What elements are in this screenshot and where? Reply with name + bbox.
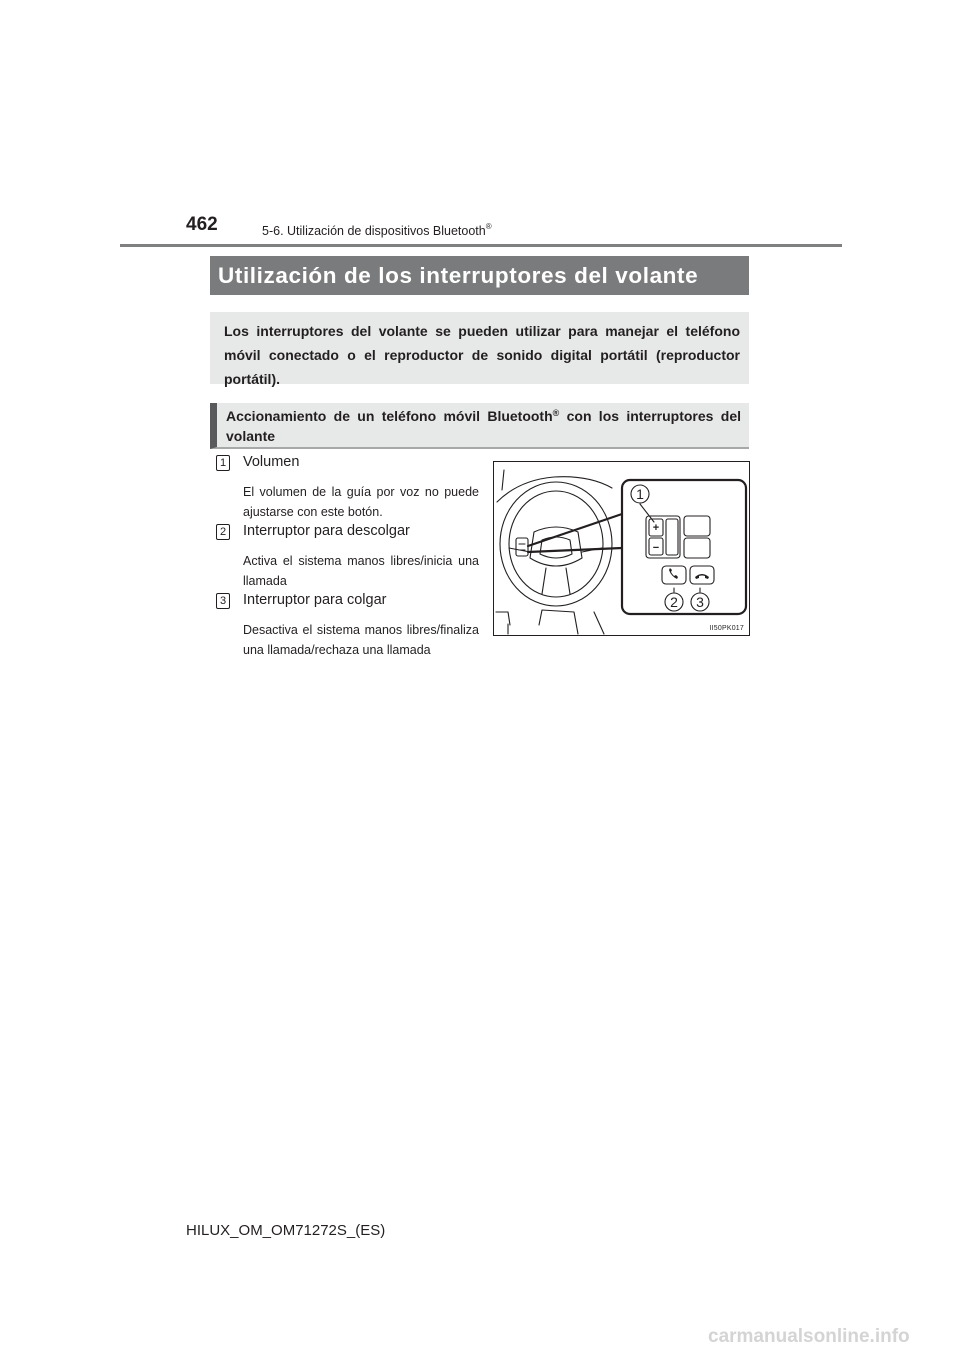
- intro-box: [210, 312, 749, 387]
- volume-up-label: +: [652, 522, 660, 534]
- item-title: Interruptor para colgar: [243, 592, 387, 608]
- item-title: Interruptor para descolgar: [243, 523, 410, 539]
- watermark: carmanualsonline.info: [708, 1326, 910, 1347]
- section-header: [262, 224, 492, 238]
- callout-2: 2: [670, 594, 678, 610]
- page-number: 462: [186, 214, 218, 235]
- pickup-phone-icon: [669, 568, 678, 579]
- steering-wheel-drawing: [494, 462, 749, 635]
- footer-doc-code: HILUX_OM_OM71272S_(ES): [186, 1222, 386, 1239]
- subsection-registered-mark: ®: [552, 408, 560, 418]
- header-rule: [120, 244, 842, 247]
- item-description: Desactiva el sistema manos libres/finaliza una llamada/rechaza una llamada: [243, 623, 479, 657]
- steering-switch-illustration: [493, 461, 750, 636]
- figure-code: II50PK017: [709, 625, 744, 632]
- item-number-badge: 3: [216, 593, 230, 609]
- registered-mark: ®: [485, 222, 492, 231]
- item-description: El volumen de la guía por voz no puede ajustarse con este botón.: [243, 485, 479, 519]
- item-description: Activa el sistema manos libres/inicia una llamada: [243, 554, 479, 588]
- callout-3: 3: [696, 594, 704, 610]
- section-title: 5-6. Utilización de dispositivos Bluetooth: [262, 224, 486, 238]
- phone-handset-icons: [669, 568, 709, 579]
- subsection-title-part2: con los interruptores del volante: [226, 408, 741, 444]
- item-number-badge: 2: [216, 524, 230, 540]
- intro-text: Los interruptores del volante se pueden utilizar para manejar el teléfono móvil conectado o el reproductor de sonido digital portátil (reproductor portátil).: [224, 323, 740, 387]
- page-title: Utilización de los interruptores del volante: [210, 256, 749, 295]
- subsection-title-part1: Accionamiento de un teléfono móvil Bluetooth: [226, 408, 553, 424]
- item-number-badge: 1: [216, 455, 230, 471]
- callout-1: 1: [636, 486, 644, 502]
- hangup-phone-icon: [695, 574, 709, 579]
- subsection-header: [210, 403, 749, 449]
- volume-down-label: −: [652, 542, 660, 554]
- item-title: Volumen: [243, 454, 300, 470]
